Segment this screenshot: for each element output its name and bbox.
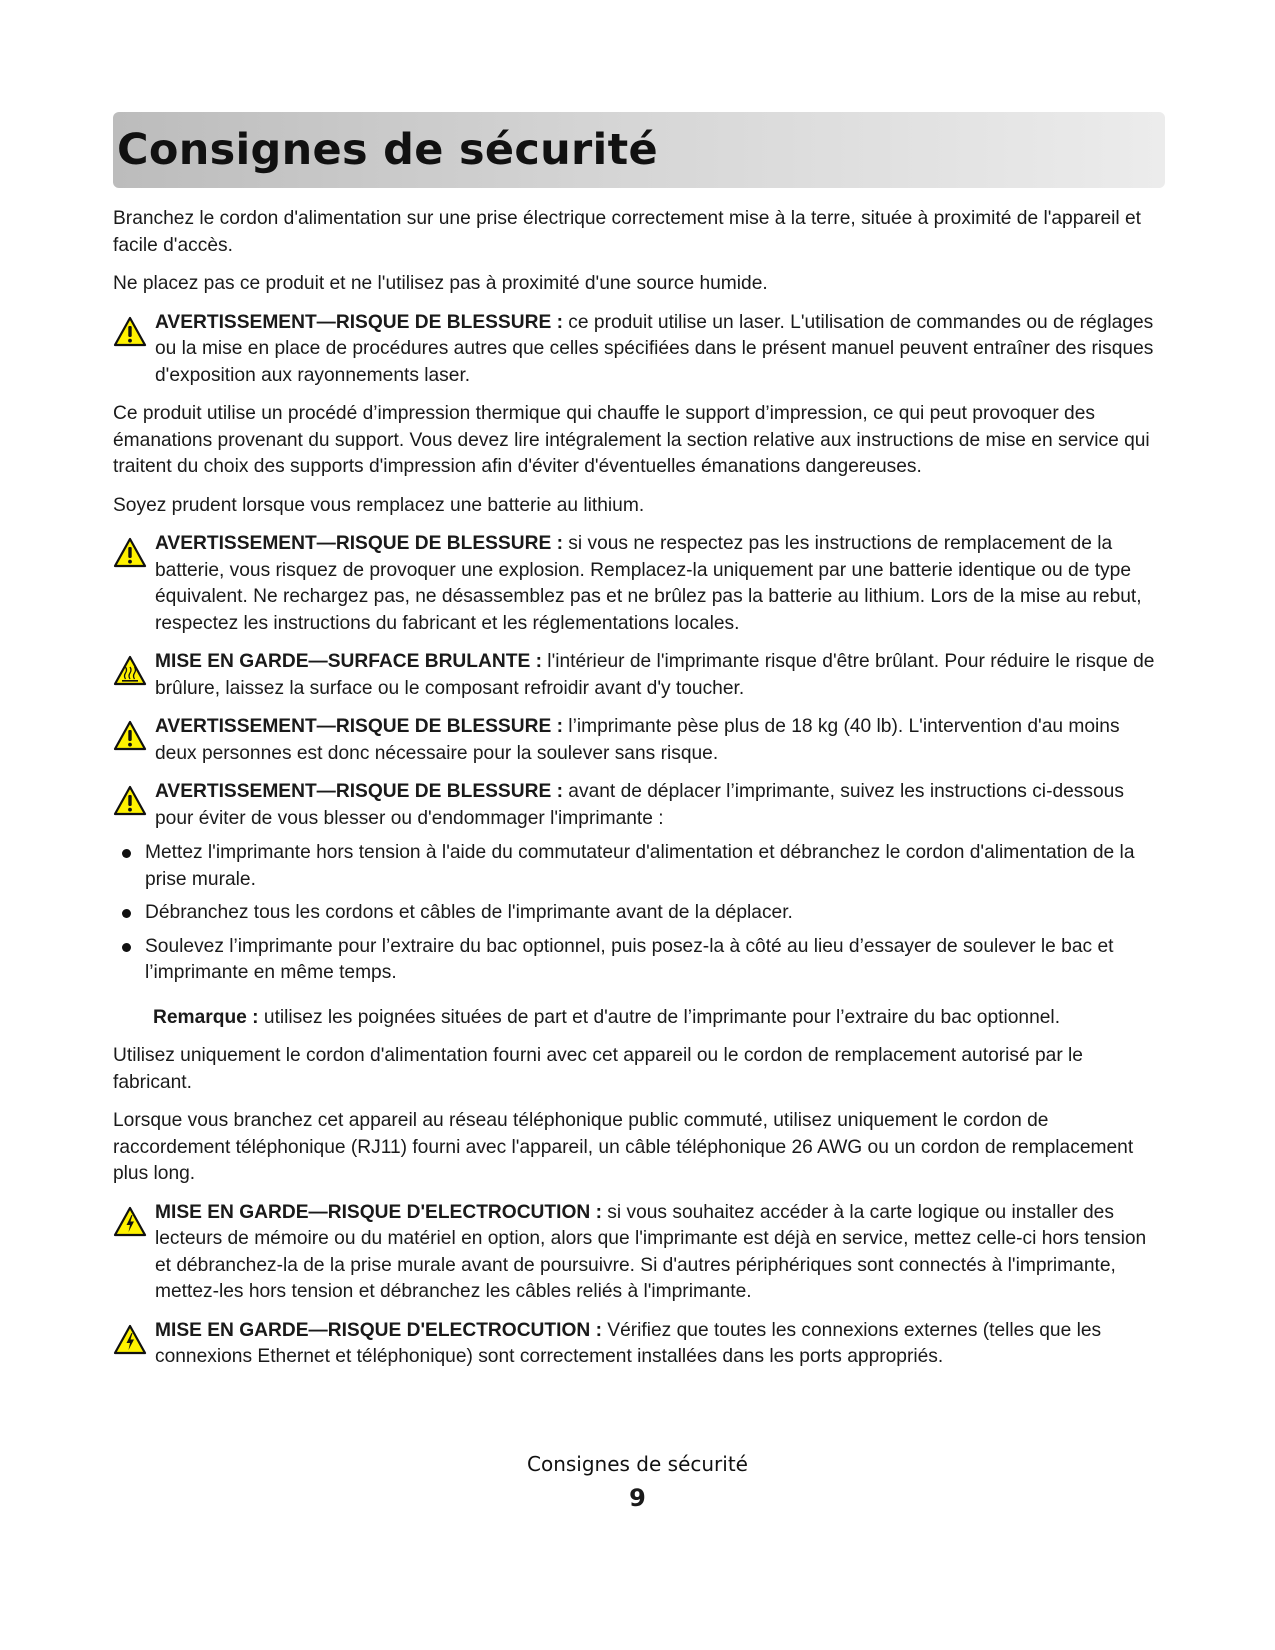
note (113, 1005, 1165, 1032)
list-item (113, 840, 1165, 893)
notice-text: avant de déplacer l’imprimante, suivez les instructions ci-dessous pour éviter de vous blesser ou d'endommager l'imprimante : (155, 781, 1124, 829)
paragraph-power-cord: Utilisez uniquement le cordon d'alimentation fourni avec cet appareil ou le cordon de remplacement autorisé par le fabricant. (113, 1045, 1083, 1093)
notice-label: MISE EN GARDE—SURFACE BRULANTE : (155, 651, 542, 672)
notice-hot-surface (113, 649, 1165, 702)
paragraph-grounding: Branchez le cordon d'alimentation sur une prise électrique correctement mise à la terre, située à proximité de l'appareil et facile d'accès. (113, 208, 1141, 256)
paragraph-telephone: Lorsque vous branchez cet appareil au réseau téléphonique public commuté, utilisez uniquement le cordon de raccordement téléphonique (RJ11) fourni avec l'appareil, un câble téléphonique 26 AWG ou un cordon de remplacement plus long. (113, 1110, 1134, 1184)
notice-label: AVERTISSEMENT—RISQUE DE BLESSURE : (155, 716, 563, 737)
notice-laser (113, 310, 1165, 390)
warning-triangle-icon (113, 720, 147, 751)
page-footer (0, 1452, 1275, 1512)
content (113, 206, 1165, 1371)
bullet-icon (122, 943, 131, 952)
list-item-text: Soulevez l’imprimante pour l’extraire du bac optionnel, puis posez-la à côté au lieu d’essayer de soulever le bac et l’imprimante en même temps. (145, 935, 1114, 983)
page-title: Consignes de sécurité (117, 125, 658, 175)
warning-triangle-icon (113, 537, 147, 568)
notice-text: si vous souhaitez accéder à la carte logique ou installer des lecteurs de mémoire ou du matériel en option, alors que l'imprimante est déjà en service, mettez celle-ci hors tension et débranchez-la de la prise murale avant de poursuivre. Si d'autres périphériques sont connectés à l'imprimante, mettez-les hors tension et débranchez les câbles reliés à l'imprimante. (155, 1201, 1147, 1302)
notice-label: AVERTISSEMENT—RISQUE DE BLESSURE : (155, 311, 563, 333)
list-item (113, 934, 1165, 987)
footer-title: Consignes de sécurité (527, 1452, 748, 1476)
paragraph-humidity: Ne placez pas ce produit et ne l'utilisez pas à proximité d'une source humide. (113, 273, 768, 294)
notice-moving (113, 779, 1165, 832)
electric-shock-icon (113, 1324, 147, 1355)
paragraph-thermal: Ce produit utilise un procédé d’impression thermique qui chauffe le support d’impression, ce qui peut provoquer des émanations provenant du support. Vous devez lire intégralement la section relative aux instructions de mise en service qui traitent du choix des supports d'impression afin d'éviter d'éventuelles émanations dangereuses. (113, 403, 1150, 477)
bullet-icon (122, 909, 131, 918)
notice-label: AVERTISSEMENT—RISQUE DE BLESSURE : (155, 781, 563, 802)
note-text: utilisez les poignées situées de part et d'autre de l’imprimante pour l’extraire du bac optionnel. (258, 1006, 1061, 1028)
page-number: 9 (629, 1484, 646, 1512)
notice-shock-connections (113, 1318, 1165, 1371)
list-item-text: Débranchez tous les cordons et câbles de l'imprimante avant de la déplacer. (145, 902, 793, 923)
paragraph-lithium: Soyez prudent lorsque vous remplacez une batterie au lithium. (113, 494, 645, 516)
notice-label: MISE EN GARDE—RISQUE D'ELECTROCUTION : (155, 1201, 602, 1223)
notice-weight (113, 714, 1165, 767)
notice-text: l'intérieur de l'imprimante risque d'être brûlant. Pour réduire le risque de brûlure, laissez la surface ou le composant refroidir avant d'y toucher. (155, 651, 1155, 699)
notice-text: l’imprimante pèse plus de 18 kg (40 lb). L'intervention d'au moins deux personnes est donc nécessaire pour la soulever sans risque. (155, 716, 1120, 764)
notice-label: AVERTISSEMENT—RISQUE DE BLESSURE : (155, 533, 563, 554)
title-bar (113, 112, 1165, 188)
bullet-icon (122, 849, 131, 858)
notice-text: si vous ne respectez pas les instructions de remplacement de la batterie, vous risquez de provoquer une explosion. Remplacez-la uniquement par une batterie identique ou de type équivalent. Ne rechargez pas, ne désassemblez pas et ne brûlez pas la batterie au lithium. Lors de la mise au rebut, respectez les instructions du fabricant et les réglementations locales. (155, 533, 1142, 634)
moving-steps-list (113, 840, 1165, 987)
notice-battery (113, 531, 1165, 637)
warning-triangle-icon (113, 316, 147, 347)
document-page (113, 112, 1165, 1383)
note-label: Remarque : (153, 1006, 259, 1028)
notice-label: MISE EN GARDE—RISQUE D'ELECTROCUTION : (155, 1319, 602, 1341)
hot-surface-icon (113, 655, 147, 686)
notice-text: ce produit utilise un laser. L'utilisation de commandes ou de réglages ou la mise en place de procédures autres que celles spécifiées dans le présent manuel peuvent entraîner des risques d'exposition aux rayonnements laser. (155, 311, 1154, 386)
notice-text: Vérifiez que toutes les connexions externes (telles que les connexions Ethernet et téléphonique) sont correctement installées dans les ports appropriés. (155, 1319, 1102, 1367)
electric-shock-icon (113, 1206, 147, 1237)
list-item (113, 900, 1165, 927)
notice-shock-logic-board (113, 1200, 1165, 1306)
warning-triangle-icon (113, 785, 147, 816)
list-item-text: Mettez l'imprimante hors tension à l'aide du commutateur d'alimentation et débranchez le cordon d'alimentation de la prise murale. (145, 842, 1135, 890)
